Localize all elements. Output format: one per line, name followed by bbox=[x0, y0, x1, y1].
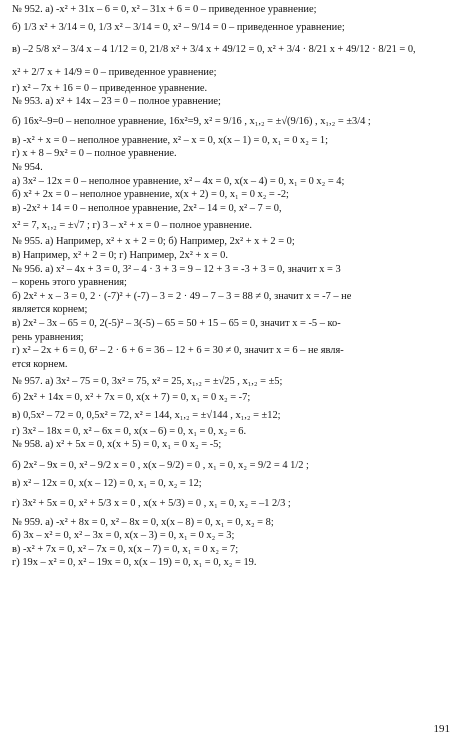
text-line: в) -x² + 7x = 0, x² – 7x = 0, x(x – 7) = 0, x₁ = 0 x₂ = 7; bbox=[12, 543, 239, 555]
text-line: в) –2 5/8 x² – 3/4 x – 4 1/12 = 0, 21/8 x² + 3/4 x + 49/12 = 0, x² + 3/4 · 8/21 x + 49/12 · 8/21 = 0, bbox=[12, 44, 416, 56]
text-line: № 958. а) x² + 5x = 0, x(x + 5) = 0, x₁ = 0 x₂ = -5; bbox=[12, 439, 222, 451]
text-line: г) 19x – x² = 0, x² – 19x = 0, x(x – 19) = 0, x₁ = 0, x₂ = 19. bbox=[12, 557, 257, 569]
text-line: ется корнем. bbox=[12, 358, 68, 370]
text-line: № 956. а) x² – 4x + 3 = 0, 3² – 4 · 3 + 3 = 9 – 12 + 3 = -3 + 3 = 0, значит x = 3 bbox=[12, 263, 341, 275]
text-line: – корень этого уравнения; bbox=[12, 277, 127, 289]
text-line: г) x + 8 – 9x² = 0 – полное уравнение. bbox=[12, 148, 177, 160]
text-line: г) x² – 7x + 16 = 0 – приведенное уравнение. bbox=[12, 82, 208, 94]
text-line: б) x² + 2x = 0 – неполное уравнение, x(x + 2) = 0, x₁ = 0 x₂ = -2; bbox=[12, 189, 289, 201]
text-line: б) 3x – x² = 0, x² – 3x = 0, x(x – 3) = 0, x₁ = 0 x₂ = 3; bbox=[12, 530, 235, 542]
text-line: а) 3x² – 12x = 0 – неполное уравнение, x² – 4x = 0, x(x – 4) = 0, x₁ = 0 x₂ = 4; bbox=[12, 175, 345, 187]
text-line: г) 3x² + 5x = 0, x² + 5/3 x = 0 , x(x + 5/3) = 0 , x₁ = 0, x₂ = –1 2/3 ; bbox=[12, 498, 291, 510]
text-line: x² = 7, x₁,₂ = ±√7 ; г) 3 – x² + x = 0 – полное уравнение. bbox=[12, 220, 252, 232]
text-line: № 959. а) -x² + 8x = 0, x² – 8x = 0, x(x – 8) = 0, x₁ = 0, x₂ = 8; bbox=[12, 516, 274, 528]
text-line: является корнем; bbox=[12, 304, 88, 316]
text-line: № 954. bbox=[12, 161, 43, 173]
text-line: г) 3x² – 18x = 0, x² – 6x = 0, x(x – 6) = 0, x₁ = 0, x₂ = 6. bbox=[12, 425, 247, 437]
text-line: г) x² – 2x + 6 = 0, 6² – 2 · 6 + 6 = 36 – 12 + 6 = 30 ≠ 0, значит x = 6 – не явля- bbox=[12, 345, 344, 357]
text-line: б) 16x²–9=0 – неполное уравнение, 16x²=9, x² = 9/16 , x₁,₂ = ±√(9/16) , x₁,₂ = ±3/4 ; bbox=[12, 116, 371, 128]
text-line: рень уравнения; bbox=[12, 331, 84, 343]
text-line: в) -x² + x = 0 – неполное уравнение, x² – x = 0, x(x – 1) = 0, x₁ = 0 x₂ = 1; bbox=[12, 134, 329, 146]
text-line: в) x² – 12x = 0, x(x – 12) = 0, x₁ = 0, x₂ = 12; bbox=[12, 478, 202, 490]
text-line: в) 2x² – 3x – 65 = 0, 2(-5)² – 3(-5) – 65 = 50 + 15 – 65 = 0, значит x = -5 – ко- bbox=[12, 317, 341, 329]
text-line: в) 0,5x² – 72 = 0, 0,5x² = 72, x² = 144, x₁,₂ = ±√144 , x₁,₂ = ±12; bbox=[12, 409, 281, 421]
text-line: № 952. а) -x² + 31x – 6 = 0, x² – 31x + 6 = 0 – приведенное уравнение; bbox=[12, 4, 317, 15]
text-line: № 955. а) Например, x² + x + 2 = 0; б) Например, 2x² + x + 2 = 0; bbox=[12, 236, 295, 248]
text-line: в) -2x² + 14 = 0 – неполное уравнение, 2x² – 14 = 0, x² – 7 = 0, bbox=[12, 202, 282, 214]
text-line: б) 2x² + x – 3 = 0, 2 · (-7)² + (-7) – 3 = 2 · 49 – 7 – 3 = 88 ≠ 0, значит x = -7 – не bbox=[12, 290, 352, 302]
text-line: № 957. а) 3x² – 75 = 0, 3x² = 75, x² = 25, x₁,₂ = ±√25 , x₁,₂ = ±5; bbox=[12, 376, 283, 388]
page-number: 191 bbox=[433, 723, 450, 736]
text-line: в) Например, x² + 2 = 0; г) Например, 2x² + x = 0. bbox=[12, 249, 228, 261]
text-line: б) 1/3 x² + 3/14 = 0, 1/3 x² – 3/14 = 0, x² – 9/14 = 0 – приведенное уравнение; bbox=[12, 21, 345, 33]
text-line: б) 2x² – 9x = 0, x² – 9/2 x = 0 , x(x – 9/2) = 0 , x₁ = 0, x₂ = 9/2 = 4 1/2 ; bbox=[12, 459, 309, 471]
text-line: № 953. а) x² + 14x – 23 = 0 – полное уравнение; bbox=[12, 96, 221, 108]
text-line: б) 2x² + 14x = 0, x² + 7x = 0, x(x + 7) = 0, x₁ = 0 x₂ = -7; bbox=[12, 392, 251, 404]
solution-text bbox=[12, 4, 454, 571]
text-line: x² + 2/7 x + 14/9 = 0 – приведенное уравнение; bbox=[12, 66, 217, 78]
